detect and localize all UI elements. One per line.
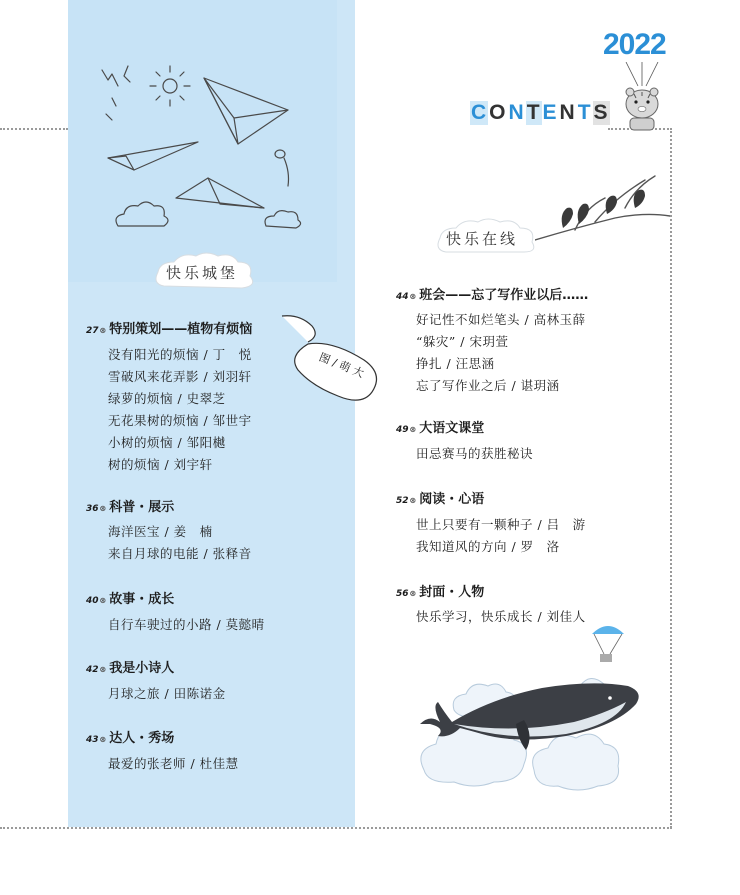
illustrator-char: 大 bbox=[350, 364, 366, 381]
article-item: 世上只要有一颗种子 / 吕 游 bbox=[416, 517, 586, 532]
section-title-42: 42⊗ 我是小诗人 bbox=[86, 661, 175, 676]
contents-letter: E bbox=[542, 101, 558, 124]
tiger-balloon-icon bbox=[612, 62, 672, 132]
contents-letter: S bbox=[593, 101, 609, 124]
year-text: 2022 bbox=[603, 28, 666, 61]
section-heading: 故事・成长 bbox=[109, 592, 175, 607]
section-title-36: 36⊗ 科普・展示 bbox=[86, 500, 175, 515]
section-title-52: 52⊗ 阅读・心语 bbox=[396, 492, 485, 507]
section-heading: 达人・秀场 bbox=[109, 731, 175, 746]
page-number: 40 bbox=[86, 596, 99, 606]
section-heading: 班会——忘了写作业以后…… bbox=[419, 288, 589, 303]
article-item: 无花果树的烦恼 / 邹世宇 bbox=[108, 413, 252, 428]
article-item: 我知道风的方向 / 罗 洛 bbox=[416, 539, 560, 554]
paper-planes-illustration bbox=[88, 58, 318, 238]
article-item: 没有阳光的烦恼 / 丁 悦 bbox=[108, 347, 252, 362]
illustrator-char: / bbox=[330, 356, 339, 370]
section-title-43: 43⊗ 达人・秀场 bbox=[86, 731, 175, 746]
article-item: 快乐学习，快乐成长 / 刘佳人 bbox=[416, 609, 586, 624]
section-heading: 我是小诗人 bbox=[109, 661, 175, 676]
year-title bbox=[603, 28, 666, 62]
article-item: 小树的烦恼 / 邹阳樾 bbox=[108, 435, 226, 450]
article-item: 自行车驶过的小路 / 莫懿晴 bbox=[108, 617, 265, 632]
article-item: 最爱的张老师 / 杜佳慧 bbox=[108, 756, 239, 771]
contents-letter: T bbox=[526, 101, 541, 124]
contents-letter: C bbox=[471, 101, 488, 124]
page-number: 27 bbox=[86, 326, 99, 336]
page-number: 44 bbox=[396, 292, 409, 302]
contents-heading bbox=[470, 101, 610, 125]
contents-letter: T bbox=[577, 101, 592, 124]
whale-clouds-illustration bbox=[414, 620, 664, 805]
article-item: 绿萝的烦恼 / 史翠芝 bbox=[108, 391, 226, 406]
article-item: 好记性不如烂笔头 / 高林玉薛 bbox=[416, 312, 586, 327]
section-title-44: 44⊗ 班会——忘了写作业以后…… bbox=[396, 288, 589, 303]
left-column-title: 快乐城堡 bbox=[166, 264, 239, 282]
frame-line-right bbox=[670, 128, 672, 828]
article-item: 雪破风来花弄影 / 刘羽轩 bbox=[108, 369, 252, 384]
branch-birds-illustration bbox=[535, 168, 670, 248]
page-number: 49 bbox=[396, 425, 409, 435]
section-title-27: 27⊗ 特别策划——植物有烦恼 bbox=[86, 322, 253, 337]
contents-letter: N bbox=[559, 101, 576, 124]
frame-line-bottom bbox=[0, 827, 672, 829]
section-title-49: 49⊗ 大语文课堂 bbox=[396, 421, 485, 436]
section-heading: 科普・展示 bbox=[109, 500, 175, 515]
right-column-title: 快乐在线 bbox=[446, 230, 519, 248]
article-item: 挣扎 / 汪思涵 bbox=[416, 356, 495, 371]
article-item: 田忌赛马的获胜秘诀 bbox=[416, 446, 534, 461]
article-item: “躲灾” / 宋玥萱 bbox=[416, 334, 509, 349]
page-number: 36 bbox=[86, 504, 99, 514]
section-heading: 封面・人物 bbox=[419, 585, 485, 600]
page-number: 43 bbox=[86, 735, 99, 745]
page-number: 56 bbox=[396, 589, 409, 599]
section-heading: 特别策划——植物有烦恼 bbox=[109, 322, 253, 337]
article-item: 忘了写作业之后 / 谌玥涵 bbox=[416, 378, 560, 393]
article-item: 树的烦恼 / 刘宇轩 bbox=[108, 457, 213, 472]
frame-line-left-top bbox=[0, 128, 68, 130]
article-item: 来自月球的电能 / 张释音 bbox=[108, 546, 252, 561]
illustrator-char: 萌 bbox=[337, 358, 353, 375]
contents-letter: O bbox=[489, 101, 507, 124]
article-item: 海洋医宝 / 姜 楠 bbox=[108, 524, 213, 539]
section-heading: 大语文课堂 bbox=[419, 421, 485, 436]
article-item: 月球之旅 / 田陈诺金 bbox=[108, 686, 226, 701]
page-number: 42 bbox=[86, 665, 99, 675]
illustrator-char: 图 bbox=[317, 350, 333, 367]
section-title-56: 56⊗ 封面・人物 bbox=[396, 585, 485, 600]
contents-letter: N bbox=[508, 101, 525, 124]
section-heading: 阅读・心语 bbox=[419, 492, 485, 507]
section-title-40: 40⊗ 故事・成长 bbox=[86, 592, 175, 607]
page-number: 52 bbox=[396, 496, 409, 506]
